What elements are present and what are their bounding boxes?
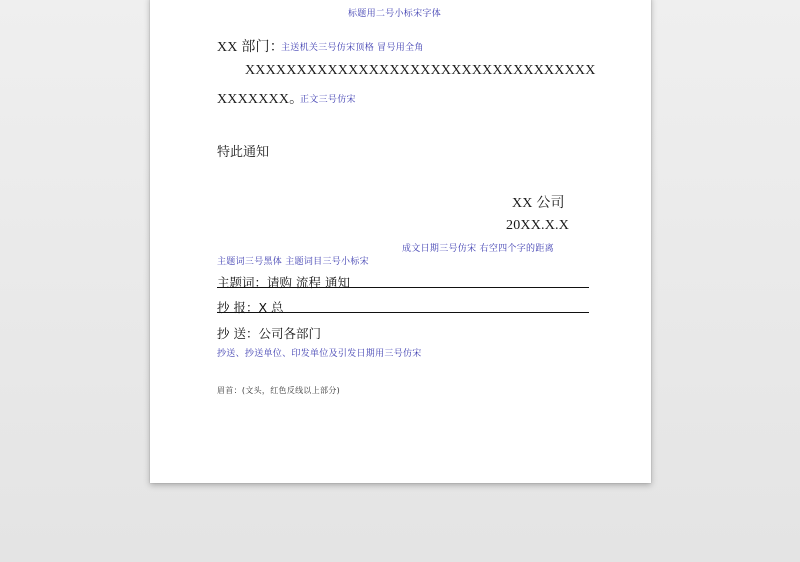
body-note: 正文三号仿宋 <box>300 95 356 105</box>
title-note: 标题用二号小标宋字体 <box>348 9 442 19</box>
date-note: 成文日期三号仿宋 右空四个字的距离 <box>402 244 554 254</box>
subject-note: 主题词三号黑体 主题词目三号小标宋 <box>217 257 369 267</box>
addressee-label: XX 部门： <box>217 40 284 55</box>
body-line-1: XXXXXXXXXXXXXXXXXXXXXXXXXXXXXXXXXX <box>245 63 596 78</box>
body-line-2: XXXXXXX。 <box>217 92 304 107</box>
company-name: XX 公司 <box>512 196 565 211</box>
cc-note: 抄送、抄送单位、印发单位及引发日期用三号仿宋 <box>217 349 422 359</box>
addressee <box>217 36 284 56</box>
send-line: 抄 送：公司各部门 <box>217 326 321 341</box>
cc-rule <box>217 312 589 313</box>
issue-date: 20XX.X.X <box>506 218 570 233</box>
closing-text: 特此通知 <box>217 145 270 160</box>
subject-rule <box>217 287 589 288</box>
cc-line: 抄 报：X 总 <box>217 300 284 315</box>
footer-note: 眉首：(文头，红色反线以上部分) <box>217 386 341 395</box>
subject-line: 主题词：请购 流程 通知 <box>217 275 350 290</box>
addressee-note: 主送机关三号仿宋顶格 冒号用全角 <box>281 43 424 53</box>
document-page <box>150 0 651 483</box>
